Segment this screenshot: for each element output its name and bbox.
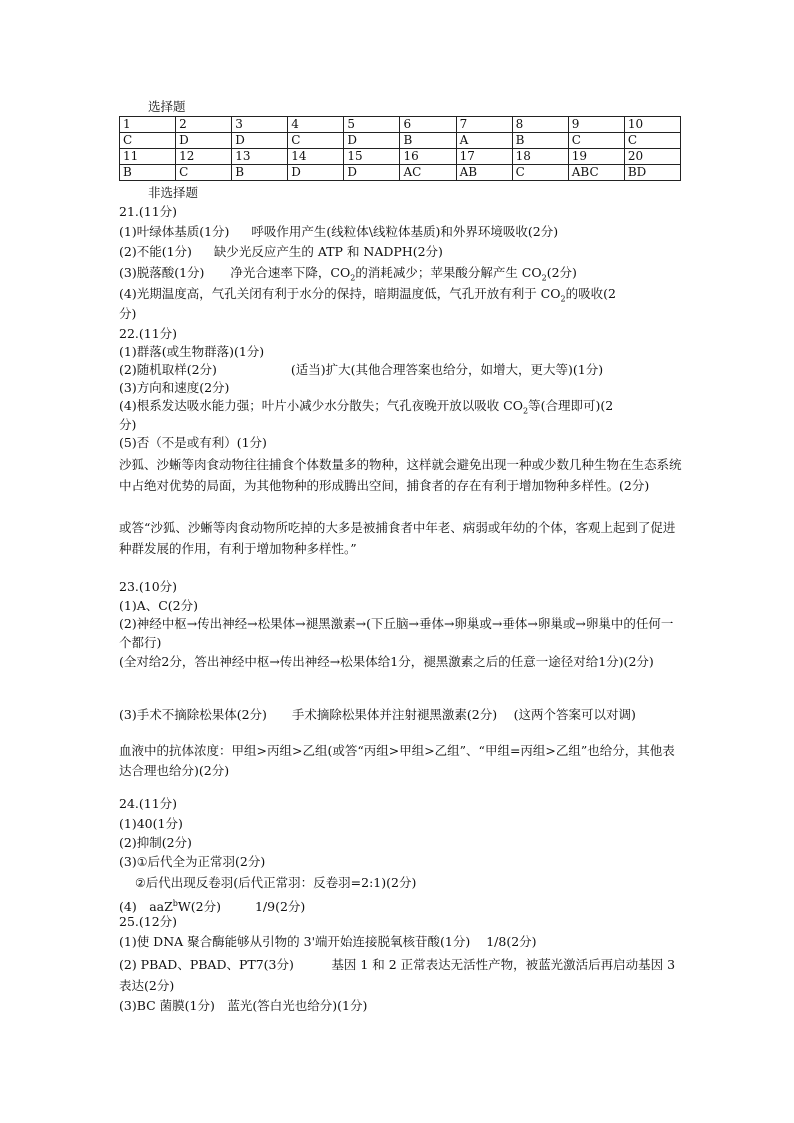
q22-answer-4: (4)根系发达吸水能力强；叶片小减少水分散失；气孔夜晚开放以吸收 $CO_2$等(合理即可)(2 [119, 398, 614, 416]
answer-cell: D [344, 133, 400, 149]
answer-cell: C [176, 165, 232, 181]
q23-answer-2-scoring: (全对给2分，答出神经中枢→传出神经→松果体给1分，褪黑激素之后的任意一途径对给1分)(2分) [119, 654, 654, 669]
q21-answer-4-cont: 分) [119, 306, 137, 321]
question-number-cell: 11 [120, 149, 176, 165]
question-number-cell: 15 [344, 149, 400, 165]
answer-cell: B [120, 165, 176, 181]
q21-answer-2: (2)不能(1分) 缺少光反应产生的 ATP 和 NADPH(2分) [119, 244, 443, 259]
question-number-row [120, 117, 681, 133]
answer-cell: B [400, 133, 456, 149]
q24-answer-4: (4) aaZ$^b$W(2分) 1/9(2分) [119, 899, 306, 915]
answer-cell: C [120, 133, 176, 149]
q23-answer-3: (3)手术不摘除松果体(2分) 手术摘除松果体并注射褪黑激素(2分) (这两个答案可以对调) [119, 707, 636, 722]
answer-cell: D [288, 165, 344, 181]
q22-heading: 22.(11分) [119, 326, 178, 341]
q25-heading: 25.(12分) [119, 914, 178, 929]
q21-answer-4: (4)光期温度高，气孔关闭有利于水分的保持，暗期温度低，气孔开放有利于 $CO_2$的吸收(2 [119, 286, 616, 304]
q22-answer-4-cont: 分) [119, 417, 137, 432]
q25-answer-3: (3)BC 菌膜(1分) 蓝光(答白光也给分)(1分) [119, 998, 368, 1013]
question-number-cell: 2 [176, 117, 232, 133]
question-number-cell: 8 [512, 117, 568, 133]
answer-cell: BD [624, 165, 680, 181]
q22-answer-5: (5)否（不是或有利）(1分) [119, 435, 267, 450]
question-number-cell: 7 [456, 117, 512, 133]
answer-cell: D [344, 165, 400, 181]
question-number-cell: 4 [288, 117, 344, 133]
question-number-row [120, 149, 681, 165]
q25-answer-1: (1)使 DNA 聚合酶能够从引物的 3'端开始连接脱氧核苷酸(1分) 1/8(2分) [119, 934, 537, 949]
q23-heading: 23.(10分) [119, 579, 178, 594]
answer-cell: AC [400, 165, 456, 181]
answer-cell: B [232, 165, 288, 181]
question-number-cell: 18 [512, 149, 568, 165]
question-number-cell: 12 [176, 149, 232, 165]
question-number-cell: 9 [568, 117, 624, 133]
q25-answer-2: (2) PBAD、PBAD、PT7(3分) 基因 1 和 2 正常表达无活性产物，被蓝光激活后再启动基因 3 表达(2分) [119, 957, 676, 993]
answer-cell: A [456, 133, 512, 149]
q22-answer-5-reason: 沙狐、沙蜥等肉食动物往往捕食个体数量多的物种，这样就会避免出现一种或少数几种生物在生态系统中占绝对优势的局面，为其他物种的形成腾出空间，捕食者的存在有利于增加物种多样性。(2分) [119, 457, 682, 493]
question-number-cell: 14 [288, 149, 344, 165]
question-number-cell: 6 [400, 117, 456, 133]
q22-answer-1: (1)群落(或生物群落)(1分) [119, 344, 265, 359]
answer-cell: AB [456, 165, 512, 181]
answer-cell: D [176, 133, 232, 149]
q22-answer-5-alt: 或答“沙狐、沙蜥等肉食动物所吃掉的大多是被捕食者中年老、病弱或年幼的个体，客观上起到了促进种群发展的作用，有利于增加物种多样性。” [119, 520, 676, 556]
q24-answer-2: (2)抑制(2分) [119, 835, 192, 850]
q24-answer-3b: ②后代出现反卷羽(后代正常羽：反卷羽=2:1)(2分) [135, 875, 417, 890]
q21-heading: 21.(11分) [119, 204, 178, 219]
question-number-cell: 13 [232, 149, 288, 165]
question-number-cell: 17 [456, 149, 512, 165]
answer-cell: B [512, 133, 568, 149]
q23-answer-1: (1)A、C(2分) [119, 598, 199, 613]
question-number-cell: 19 [568, 149, 624, 165]
question-number-cell: 16 [400, 149, 456, 165]
q24-answer-1: (1)40(1分) [119, 816, 183, 831]
question-number-cell: 20 [624, 149, 680, 165]
answer-cell: C [624, 133, 680, 149]
circled-one-icon: ① [136, 855, 148, 869]
q24-answer-3a: (3)①后代全为正常羽(2分) [119, 854, 266, 869]
q23-answer-2: (2)神经中枢→传出神经→松果体→褪黑激素→(下丘脑→垂体→卵巢或→垂体→卵巢或→卵巢中的任何一个都行) [119, 616, 674, 650]
section-nonchoice-title: 非选择题 [148, 185, 199, 200]
choice-answer-table [119, 116, 681, 181]
q22-answer-3: (3)方向和速度(2分) [119, 380, 230, 395]
answer-cell: ABC [568, 165, 624, 181]
circled-two-icon: ② [135, 876, 146, 890]
answer-cell: C [512, 165, 568, 181]
question-number-cell: 10 [624, 117, 680, 133]
answer-cell: D [232, 133, 288, 149]
q21-answer-1: (1)叶绿体基质(1分) 呼吸作用产生(线粒体\线粒体基质)和外界环境吸收(2分) [119, 224, 559, 239]
answer-row [120, 165, 681, 181]
q21-answer-3: (3)脱落酸(1分) 净光合速率下降，$CO_2$的消耗减少；苹果酸分解产生 $CO_2(2$分) [119, 265, 577, 283]
q24-heading: 24.(11分) [119, 796, 178, 811]
q23-answer-3-result: 血液中的抗体浓度：甲组>丙组>乙组(或答“丙组>甲组>乙组”、“甲组=丙组>乙组”也给分，其他表达合理也给分)(2分) [119, 743, 675, 778]
question-number-cell: 1 [120, 117, 176, 133]
answer-cell: C [568, 133, 624, 149]
question-number-cell: 5 [344, 117, 400, 133]
answer-row [120, 133, 681, 149]
answer-cell: C [288, 133, 344, 149]
q22-answer-2: (2)随机取样(2分) (适当)扩大(其他合理答案也给分，如增大，更大等)(1分) [119, 362, 604, 377]
question-number-cell: 3 [232, 117, 288, 133]
section-choice-title: 选择题 [148, 99, 186, 114]
